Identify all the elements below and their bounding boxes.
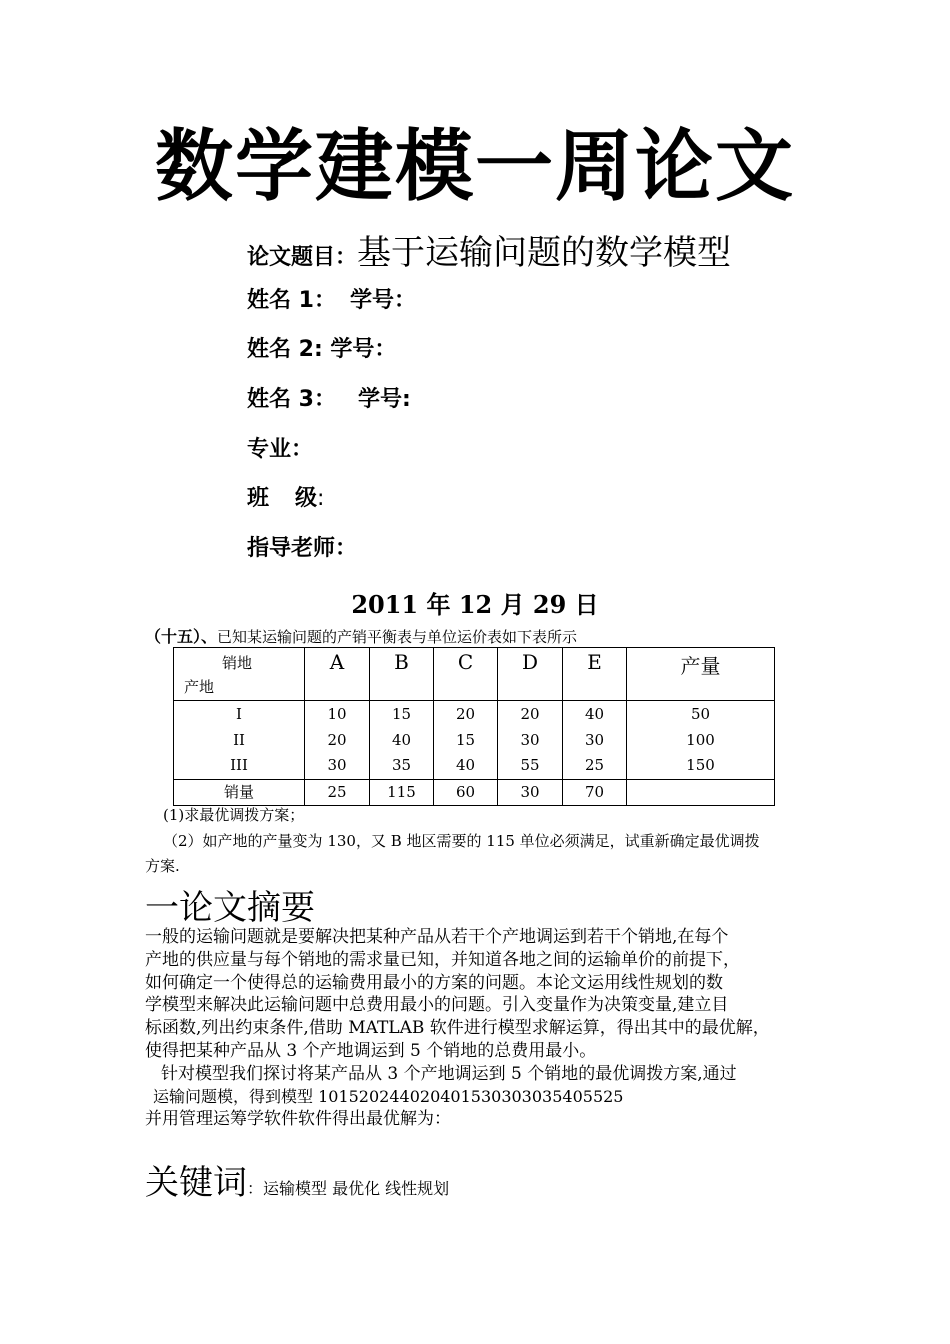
abstract-line: 标函数,列出约束条件,借助 MATLAB 软件进行模型求解运算，得出其中的最优解， — [145, 1018, 770, 1039]
name3-label: 姓名 3： — [247, 387, 336, 412]
sales-value: 30 — [498, 779, 563, 805]
column-header: C — [434, 648, 498, 701]
production-cell — [627, 701, 775, 780]
table-body-row — [174, 701, 775, 780]
cost-value: 25 — [584, 756, 605, 774]
cost-value: 15 — [391, 705, 412, 723]
origin-label: II — [233, 730, 245, 749]
name1-line — [247, 290, 416, 312]
cost-value: 10 — [327, 705, 347, 723]
cost-cell-C — [434, 701, 498, 780]
cost-value: 30 — [327, 756, 347, 774]
question-2-line-1: （2）如产地的产量变为 130，又 B 地区需要的 115 单位必须满足，试重新确定最优调拨 — [163, 832, 760, 850]
abstract-line: 使得把某种产品从 3 个产地调运到 5 个销地的总费用最小。 — [145, 1040, 597, 1061]
sales-label: 销量 — [174, 779, 305, 805]
cost-value: 40 — [391, 730, 412, 749]
topic-label: 论文题目： — [247, 245, 358, 270]
topic-value: 基于运输问题的数学模型 — [357, 233, 732, 273]
table-header-row — [174, 648, 775, 701]
question-2-line-2: 方案. — [145, 857, 180, 875]
problem-statement — [145, 624, 577, 647]
topic-line — [247, 233, 732, 273]
advisor-line: 指导老师： — [247, 536, 358, 561]
date-line: 2011 年 12 月 29 日 — [351, 590, 599, 619]
corner-sales-label: 销地 — [222, 654, 253, 672]
abstract-heading: 一论文摘要 — [145, 888, 315, 928]
class-line — [247, 488, 324, 510]
name3-line — [247, 389, 411, 411]
abstract-line: 学模型来解决此运输问题中总费用最小的问题。引入变量作为决策变量,建立目 — [145, 995, 729, 1016]
keywords-text: ：运输模型 最优化 线性规划 — [247, 1179, 450, 1198]
sales-empty-cell — [627, 779, 775, 805]
column-header: B — [370, 648, 434, 701]
column-header: E — [563, 648, 627, 701]
cost-cell-D — [498, 701, 563, 780]
abstract-line: 一般的运输问题就是要解决把某种产品从若干个产地调运到若干个销地,在每个 — [145, 927, 729, 947]
keywords-line — [145, 1155, 449, 1204]
origin-label: I — [236, 705, 242, 723]
cost-cell-E — [563, 701, 627, 780]
cost-value: 20 — [520, 705, 540, 723]
keywords-label: 关键词 — [145, 1163, 247, 1203]
cost-value: 30 — [520, 730, 540, 749]
production-value: 50 — [690, 705, 711, 723]
cost-value: 30 — [584, 730, 605, 749]
sales-value: 115 — [370, 779, 434, 805]
abstract-line: 针对模型我们探讨将某产品从 3 个产地调运到 5 个销地的最优调拨方案,通过 — [161, 1063, 737, 1084]
problem-text: 已知某运输问题的产销平衡表与单位运价表如下表所示 — [217, 628, 578, 646]
table-corner-cell — [174, 648, 305, 701]
abstract-line: 产地的供应量与每个销地的需求量已知，并知道各地之间的运输单价的前提下， — [145, 949, 740, 970]
id3-label: 学号: — [357, 387, 411, 412]
major-line: 专业： — [247, 437, 314, 462]
cost-value: 20 — [455, 705, 476, 723]
cost-value: 55 — [520, 756, 540, 774]
cost-value: 35 — [391, 756, 412, 774]
origin-cell — [174, 701, 305, 780]
cost-value: 15 — [455, 730, 476, 749]
sales-row — [174, 779, 775, 805]
cost-cell-B — [370, 701, 434, 780]
production-value: 150 — [686, 756, 715, 774]
sales-value: 60 — [434, 779, 498, 805]
sales-value: 25 — [305, 779, 370, 805]
abstract-line: 运输问题模，得到模型 101520244020401530303035405525 — [153, 1086, 624, 1106]
column-header: D — [498, 648, 563, 701]
class-label-1: 班 — [247, 486, 270, 511]
class-label-2: 级 — [295, 486, 318, 511]
origin-label: III — [230, 756, 248, 774]
cost-cell-A — [305, 701, 370, 780]
abstract-line: 并用管理运筹学软件软件得出最优解为： — [145, 1109, 451, 1130]
cost-value: 40 — [584, 705, 605, 723]
cost-value: 40 — [455, 756, 476, 774]
abstract-body — [145, 926, 825, 1131]
paper-title: 数学建模一周论文 — [154, 122, 795, 212]
id1-label: 学号： — [349, 288, 416, 313]
question-1: (1)求最优调拨方案； — [163, 806, 305, 824]
name2-line: 姓名 2: 学号： — [247, 337, 397, 362]
problem-label: （十五）、 — [145, 627, 218, 646]
cost-value: 20 — [327, 730, 347, 749]
transport-table — [173, 647, 775, 806]
abstract-line: 如何确定一个使得总的运输费用最小的方案的问题。本论文运用线性规划的数 — [145, 972, 723, 993]
sales-value: 70 — [563, 779, 627, 805]
production-header: 产量 — [627, 648, 775, 701]
column-header: A — [305, 648, 370, 701]
name1-label: 姓名 1： — [247, 288, 336, 313]
class-colon: : — [317, 486, 325, 511]
corner-origin-label: 产地 — [184, 678, 215, 696]
production-value: 100 — [686, 730, 715, 749]
